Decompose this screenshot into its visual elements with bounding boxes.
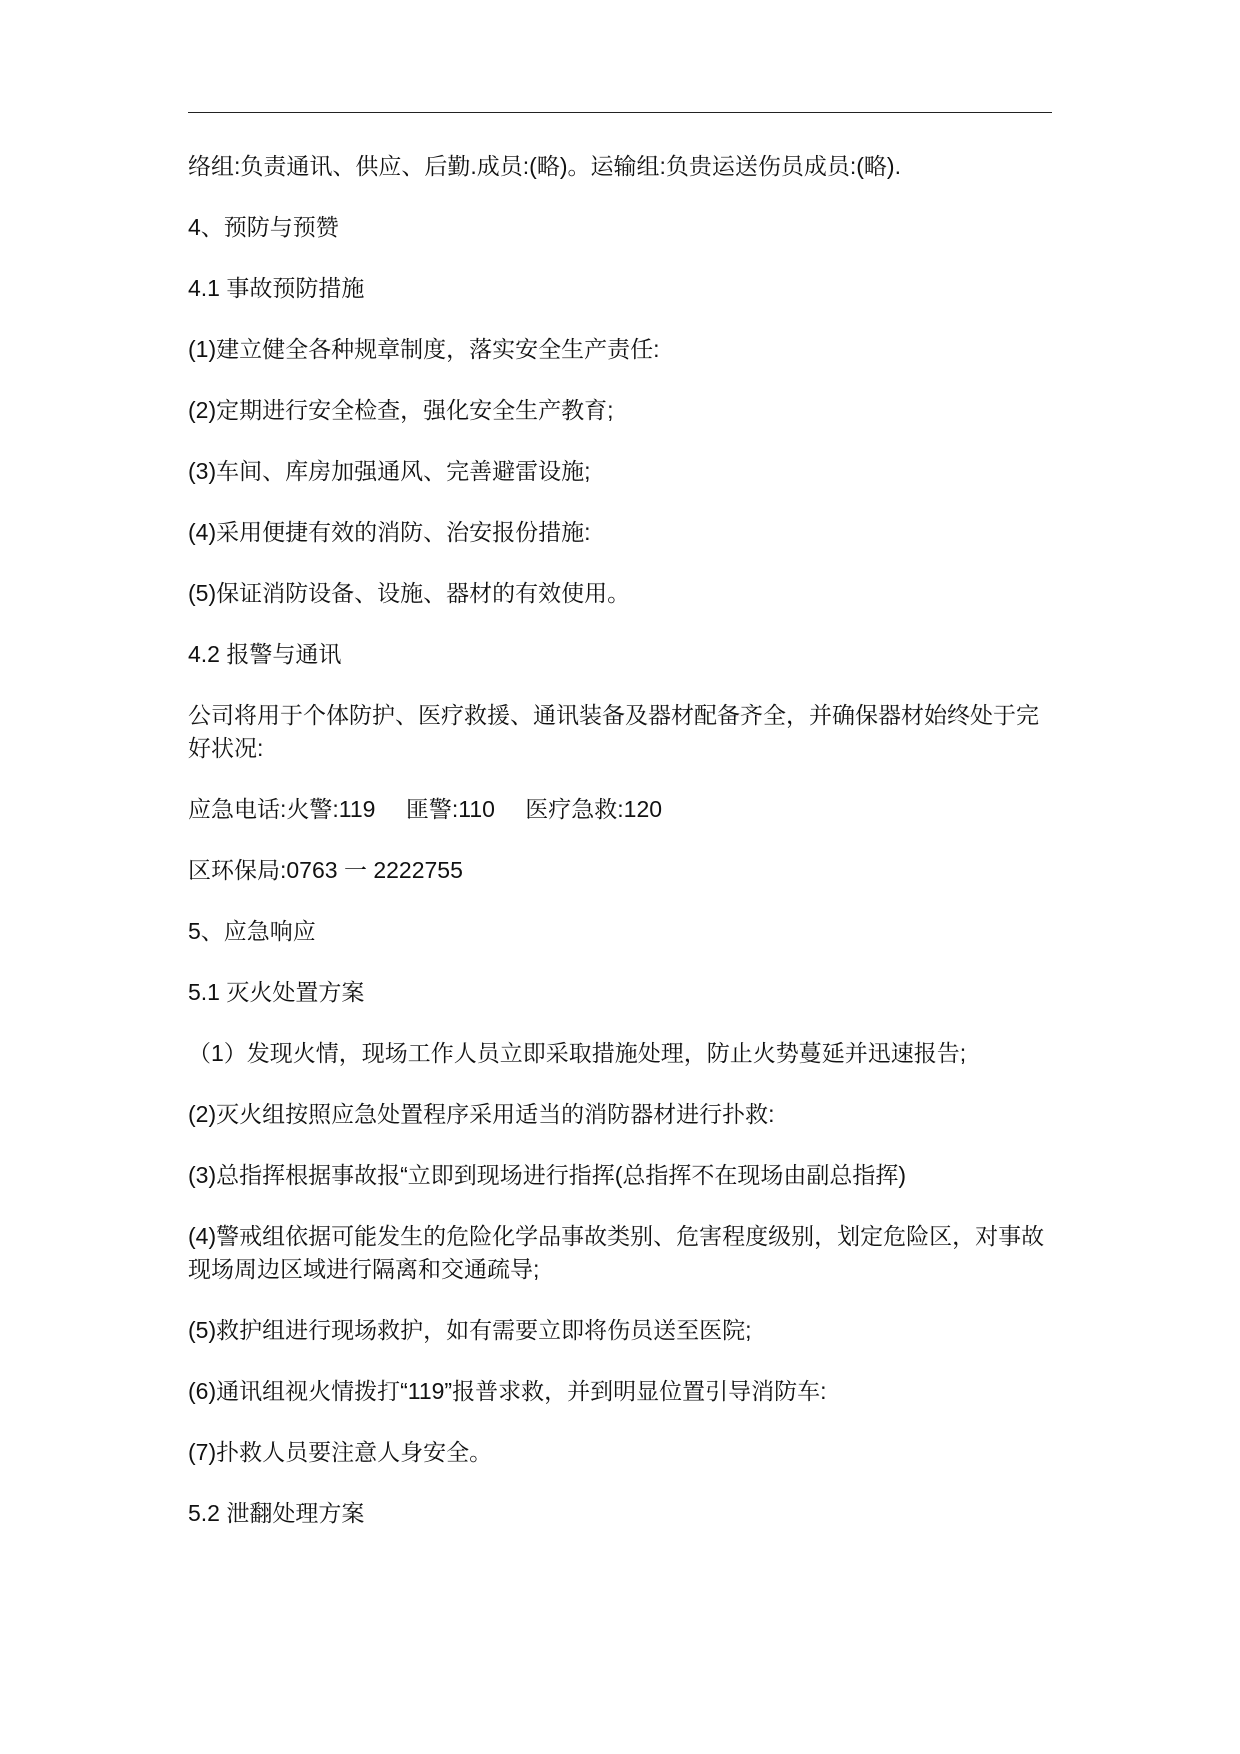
emergency-phone-row [188, 793, 1052, 826]
phone-medical: 医疗急救:120 [525, 796, 663, 822]
heading-fire-plan: 5.1 灭火处置方案 [188, 979, 365, 1005]
fire-step-2: (2)灭火组按照应急处置程序采用适当的消防器材进行扑救: [188, 1101, 775, 1127]
item-safety-inspection: (2)定期进行安全检查，强化安全生产教育; [188, 397, 614, 423]
phone-environment-bureau: 区环保局:0763 一 2222755 [188, 857, 463, 883]
paragraph-equipment-readiness: 公司将用于个体防护、医疗救援、通讯装备及器材配备齐全，并确保器材始终处于完好状况: [188, 702, 1039, 761]
heading-leak-plan: 5.2 泄翻处理方案 [188, 1500, 365, 1526]
document-body [188, 150, 1052, 1558]
heading-emergency-response: 5、应急响应 [188, 918, 316, 944]
item-security-measures: (4)采用便捷有效的消防、治安报份措施: [188, 519, 591, 545]
fire-step-5: (5)救护组进行现场救护，如有需要立即将伤员送至医院; [188, 1317, 752, 1343]
item-regulations: (1)建立健全各种规章制度，落实安全生产责任: [188, 336, 660, 362]
fire-step-7: (7)扑救人员要注意人身安全。 [188, 1439, 493, 1465]
heading-alarm-communication: 4.2 报警与通讯 [188, 641, 342, 667]
paragraph-logistics-transport: 络组:负责通讯、供应、后勤.成员:(略)。运输组:负贵运送伤员成员:(略). [188, 153, 901, 179]
item-ventilation: (3)车间、库房加强通风、完善避雷设施; [188, 458, 591, 484]
heading-prevention: 4、预防与预赞 [188, 214, 339, 240]
fire-step-1: （1）发现火情，现场工作人员立即采取措施处理，防止火势蔓延并迅速报告; [188, 1040, 967, 1066]
heading-accident-prevention: 4.1 事故预防措施 [188, 275, 365, 301]
fire-step-4: (4)警戒组依据可能发生的危险化学品事故类别、危害程度级别，划定危险区，对事故现场周边区域进行隔离和交通疏导; [188, 1223, 1045, 1282]
phone-fire: 应急电话:火警:119 [188, 796, 376, 822]
phone-police: 匪警:110 [405, 796, 495, 822]
fire-step-3: (3)总指挥根据事故报“立即到现场进行指挥(总指挥不在现场由副总指挥) [188, 1162, 907, 1188]
item-fire-equipment: (5)保证消防设备、设施、器材的有效使用。 [188, 580, 631, 606]
header-rule [188, 112, 1052, 113]
fire-step-6: (6)通讯组视火情拨打“119”报普求救，并到明显位置引导消防车: [188, 1378, 827, 1404]
